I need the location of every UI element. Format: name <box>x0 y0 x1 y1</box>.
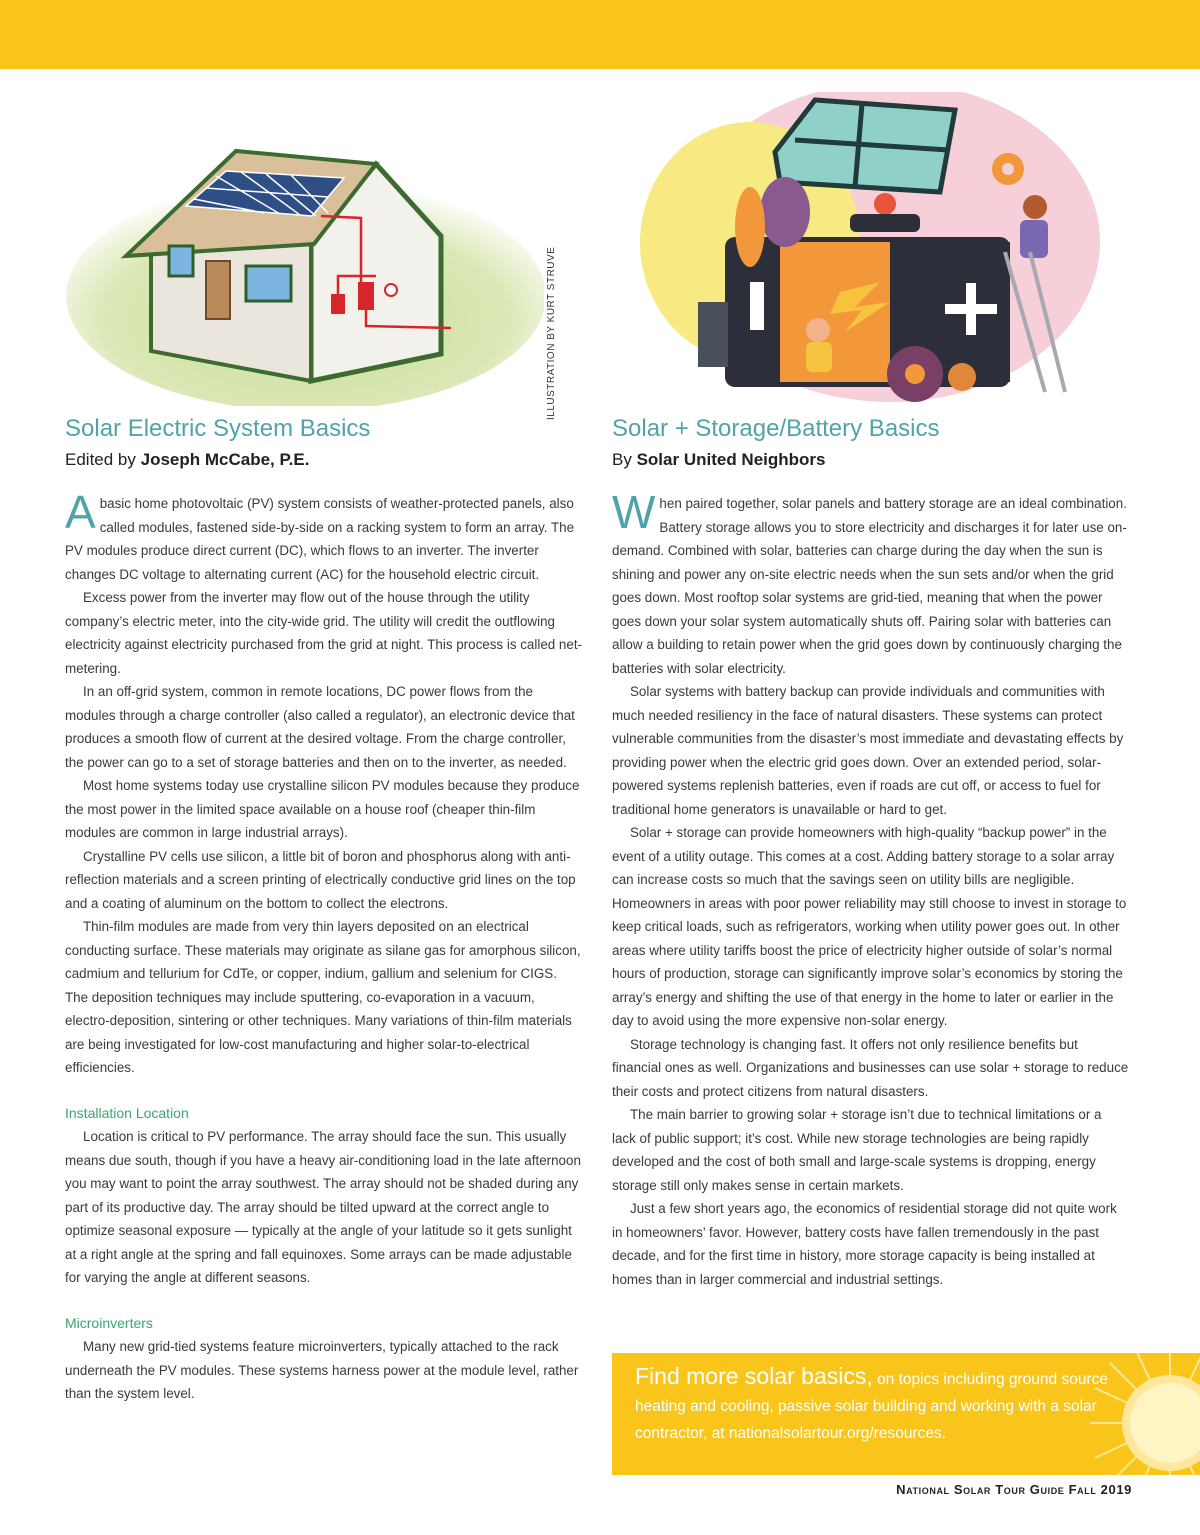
subhead-installation-location: Installation Location <box>65 1104 189 1121</box>
paragraph: Solar + storage can provide homeowners with high-quality “backup power” in the event of a utility outage. This comes at a cost. Adding battery storage to a solar array can increase costs so much that the savings seen on utility bills are negligible. Homeowners in areas with poor power reliability may still choose to invest in storage to keep critical loads, such as refrigerators, working when utility power goes out. In other areas where utility tariffs boost the price of electricity higher outside of solar’s normal hours of production, storage can significantly improve solar’s economics by storing the array’s energy and shifting the use of that energy in the home to later or earlier in the day to avoid using the more expensive non-solar energy. <box>612 825 1127 1028</box>
byline-author: Joseph McCabe, P.E. <box>140 450 310 469</box>
paragraph: Solar systems with battery backup can provide individuals and communities with much needed resiliency in the face of natural disasters. These systems can protect vulnerable communities from the disaster’s most immediate and devastating effects by providing power when the electric grid goes down. Over an extended period, solar-powered systems replenish batteries, even if roads are cut off, or access to fuel for traditional home generators is unavailable or hard to get. <box>612 684 1124 817</box>
paragraph: Excess power from the inverter may flow out of the house through the utility company’s electric meter, into the city-wide grid. The utility will credit the outflowing electricity against electricity purchased from the grid at night. This process is called net-metering. <box>65 590 583 676</box>
promo-text <box>635 1363 1115 1447</box>
solar-battery-illustration <box>640 92 1110 412</box>
byline-author: Solar United Neighbors <box>636 450 826 469</box>
paragraph: Thin-film modules are made from very thin layers deposited on an electrical conducting surface. These materials may originate as silane gas for amorphous silicon, cadmium and tellurium for CdTe, or copper, indium, gallium and selenium for CIGS. The deposition techniques may include sputtering, co-evaporation in a vacuum, electro-deposition, sintering or other techniques. Many variations of thin-film materials are being investigated for low-cost manufacturing and higher solar-to-electrical efficiencies. <box>65 919 581 1075</box>
paragraph: In an off-grid system, common in remote locations, DC power flows from the modules through a charge controller (also called a regulator), an electronic device that produces a smooth flow of current at the desired voltage. From the charge controller, the power can go to a set of storage batteries and then on to the inverter, as needed. <box>65 684 575 770</box>
paragraph: Location is critical to PV performance. The array should face the sun. This usually means due south, though if you have a heavy air-conditioning load in the late afternoon you may want to point the array southwest. The array should not be shaded during any part of its productive day. The array should be tilted upward at the correct angle to optimize seasonal exposure — typically at the angle of your latitude so it gets sunlight at a right angle at the spring and fall equinoxes. Some arrays can be made adjustable for varying the angle at different seasons. <box>65 1129 581 1285</box>
paragraph: Most home systems today use crystalline silicon PV modules because they produce the most power in the limited space available on a house roof (cheaper thin-film modules are common in large industrial arrays). <box>65 778 580 840</box>
paragraph: Many new grid-tied systems feature microinverters, typically attached to the rack underneath the PV modules. These systems harness power at the module level, rather than the system level. <box>65 1339 579 1401</box>
promo-link-text[interactable]: on topics including ground source heating and cooling, passive solar building and working with a solar contractor, at nationalsolartour.org/resources. <box>635 1371 1108 1442</box>
paragraph: Just a few short years ago, the economics of residential storage did not quite work in homeowners’ favor. However, battery costs have fallen tremendously in the past decade, and for the first time in history, more storage capacity is being installed at homes than in larger commercial and industrial settings. <box>612 1201 1117 1287</box>
page-footer: National Solar Tour Guide Fall 2019 <box>896 1482 1132 1497</box>
paragraph: Abasic home photovoltaic (PV) system consists of weather-protected panels, also called modules, fastened side-by-side on a racking system to form an array. The PV modules produce direct current (DC), which flows to an inverter. The inverter changes DC voltage to alternating current (AC) for the household electric circuit. <box>65 486 575 582</box>
byline <box>65 448 582 472</box>
promo-lead: Find more solar basics, <box>635 1363 873 1389</box>
right-article <box>612 412 1129 1291</box>
byline <box>612 448 1129 472</box>
subhead-microinverters: Microinverters <box>65 1314 153 1331</box>
top-color-band <box>0 0 1200 69</box>
article-title: Solar Electric System Basics <box>65 415 371 442</box>
promo-box <box>612 1353 1200 1475</box>
drop-cap: W <box>612 486 656 538</box>
paragraph: Crystalline PV cells use silicon, a little bit of boron and phosphorus along with anti-reflection materials and a screen printing of electrically conductive grid lines on the top and a coating of aluminum on the bottom to collect the electrons. <box>65 848 576 911</box>
drop-cap: A <box>65 486 96 538</box>
paragraph: The main barrier to growing solar + storage isn’t due to technical limitations or a lack of public support; it’s cost. While new storage technologies are being rapidly developed and the cost of both small and large-scale systems is dropping, energy storage still only makes sense in certain markets. <box>612 1107 1102 1193</box>
house-pv-illustration <box>66 96 544 406</box>
paragraph: When paired together, solar panels and battery storage are an ideal combination. Battery storage allows you to store electricity and discharges it for later use on-demand. Combined with solar, batteries can charge during the day when the sun is shining and power any on-site electric needs when the sun sets and/or when the grid goes down. Most rooftop solar systems are grid-tied, meaning that when the power goes down your solar system automatically shuts off. Pairing solar with batteries can allow a building to retain power when the grid goes down by continuously charging the batteries with solar electricity. <box>612 486 1127 676</box>
byline-prefix: Edited by <box>65 450 136 469</box>
left-article <box>65 412 582 1406</box>
paragraph: Storage technology is changing fast. It offers not only resilience benefits but financial ones as well. Organizations and businesses can use solar + storage to reduce their costs and protect citizens from natural disasters. <box>612 1036 1129 1099</box>
byline-prefix: By <box>612 450 632 469</box>
article-title: Solar + Storage/Battery Basics <box>612 415 940 442</box>
illustration-credit: ILLUSTRATION BY KURT STRUVE <box>546 246 557 420</box>
